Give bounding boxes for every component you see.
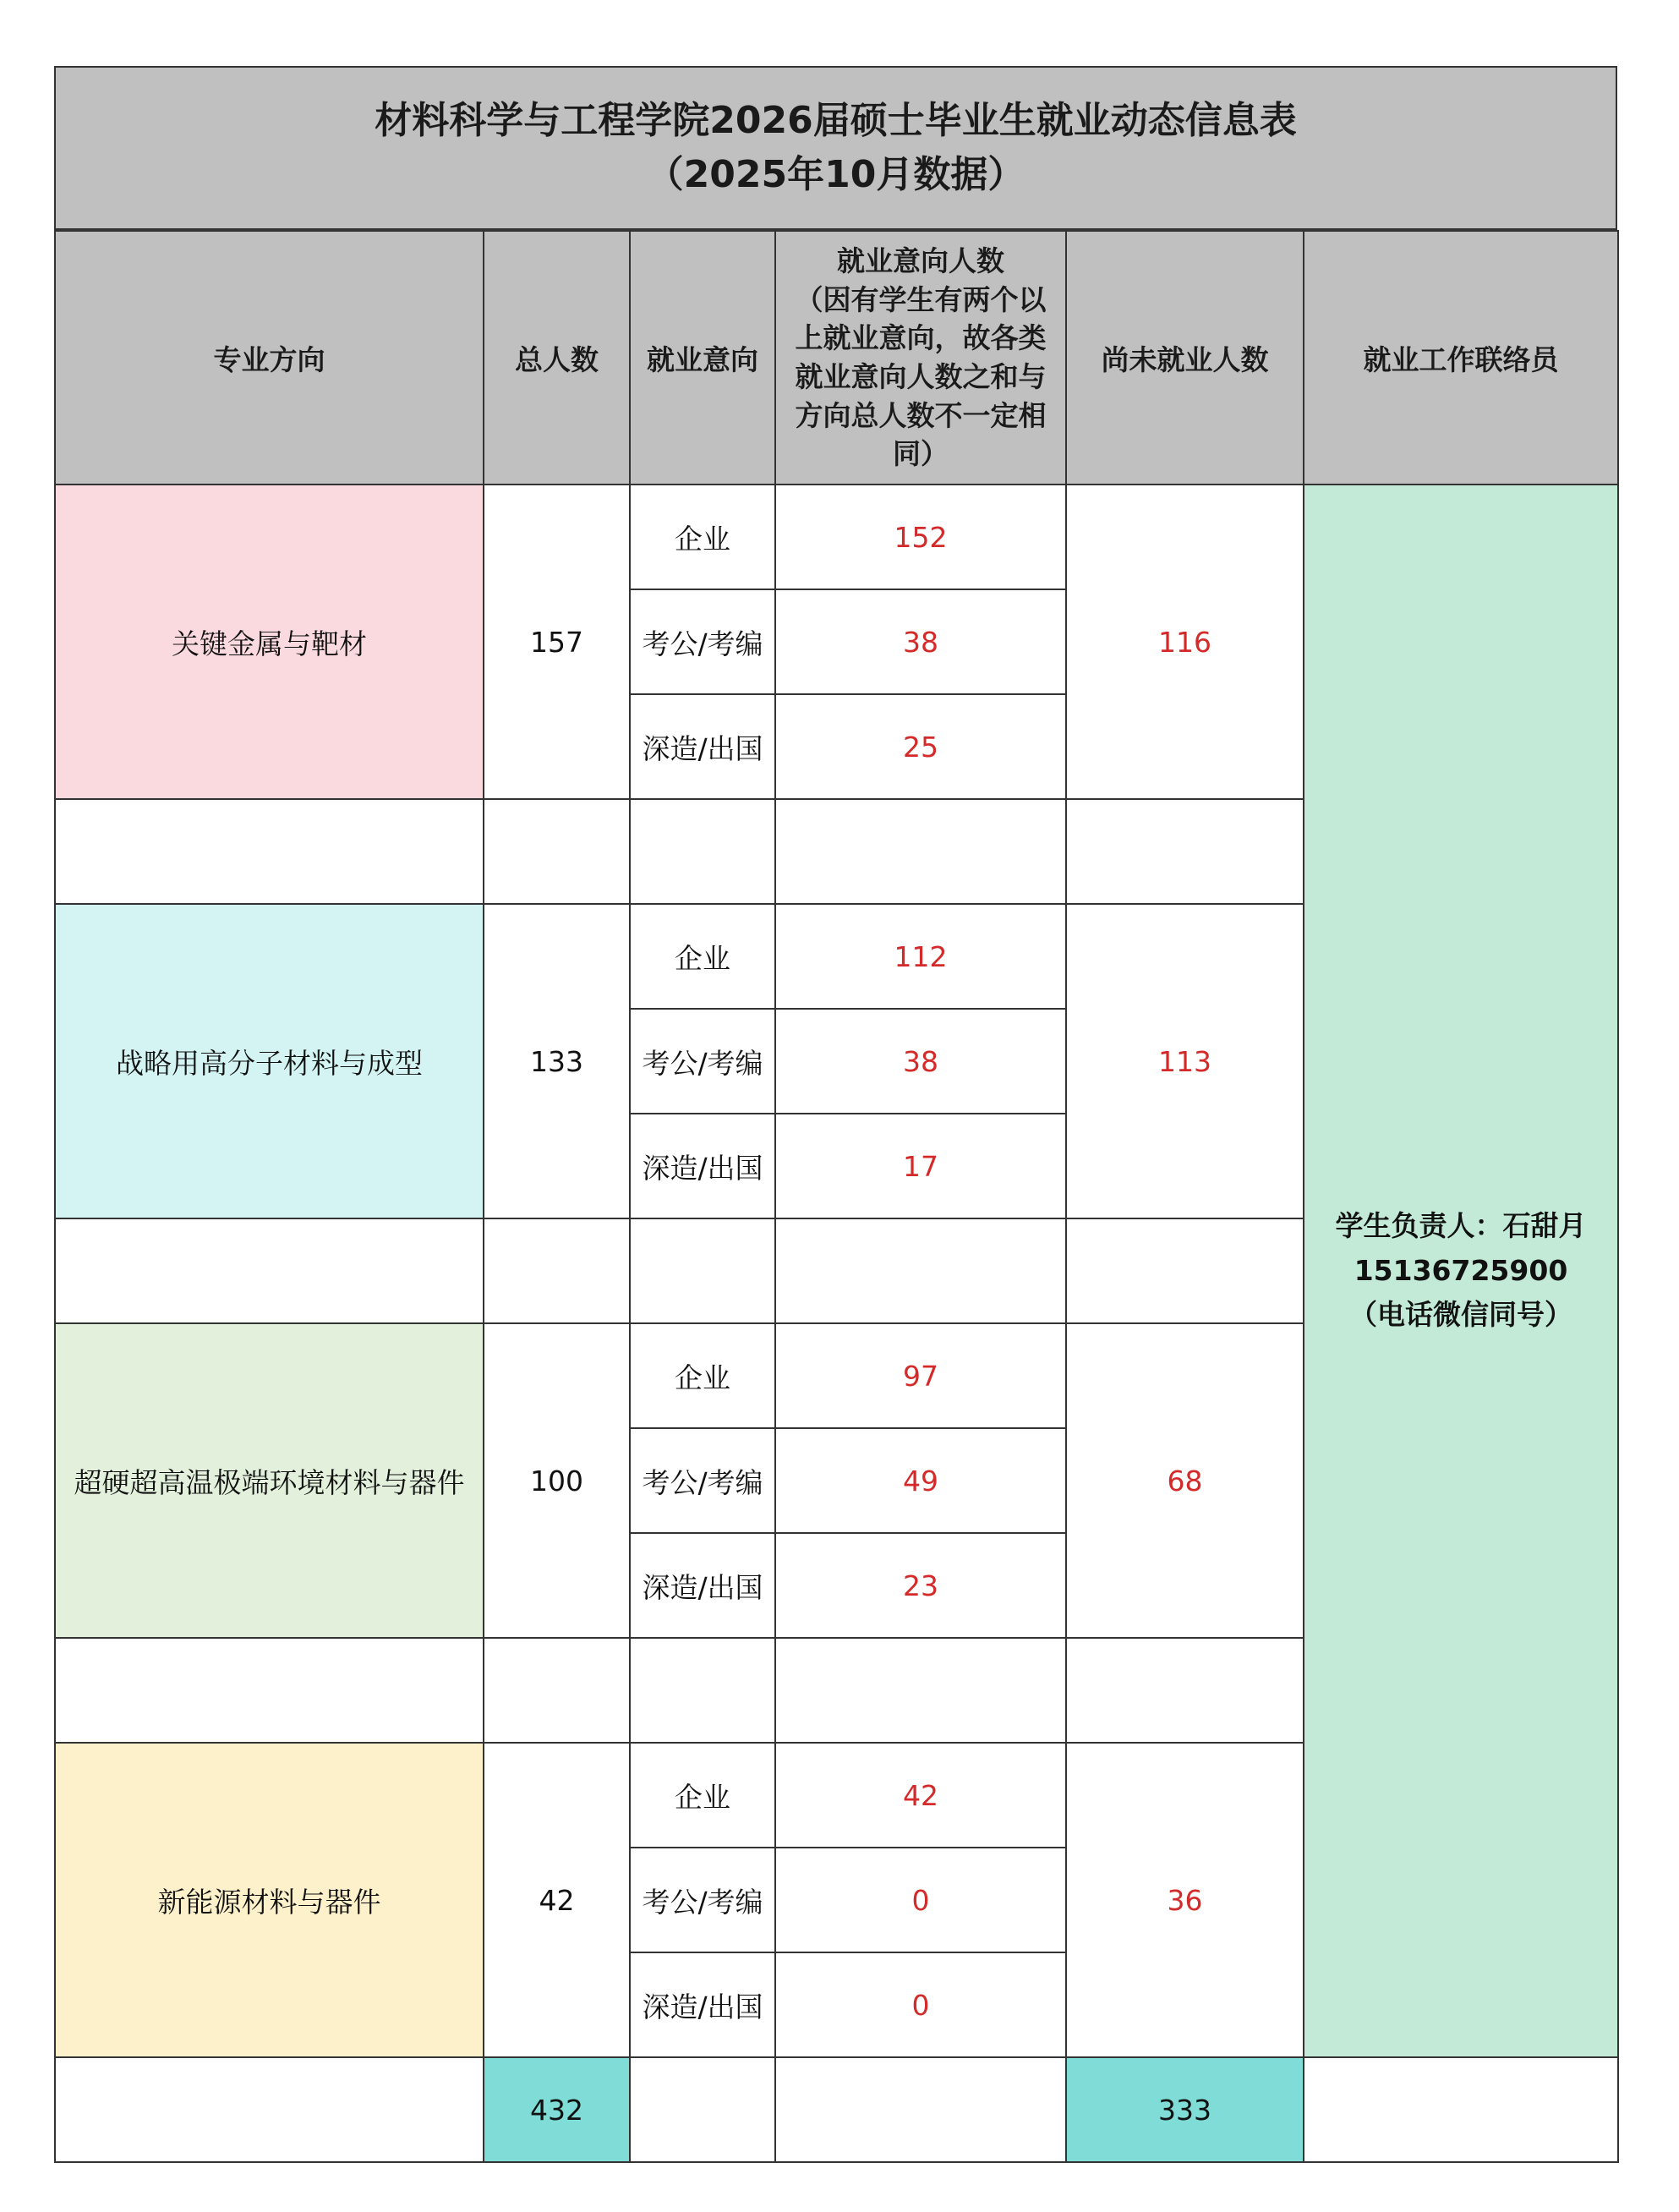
header-direction: 专业方向 <box>55 231 484 485</box>
empty-cell <box>630 1638 775 1743</box>
empty-cell <box>484 1218 630 1323</box>
empty-cell <box>484 1638 630 1743</box>
contact-cell <box>1304 485 1618 2057</box>
intention-cell: 考公/考编 <box>630 589 775 694</box>
title-line-1: 材料科学与工程学院2026届硕士毕业生就业动态信息表 <box>375 99 1297 143</box>
intention-cell: 考公/考编 <box>630 1848 775 1952</box>
header-intention-count-line: 同） <box>893 437 949 471</box>
grand-total-cell: 432 <box>484 2057 630 2162</box>
intention-count-cell: 42 <box>775 1743 1066 1848</box>
group-direction-cell: 战略用高分子材料与成型 <box>55 904 484 1218</box>
group-total-cell: 42 <box>484 1743 630 2057</box>
header-intention-count-line: 方向总人数不一定相 <box>795 398 1047 432</box>
header-total: 总人数 <box>484 231 630 485</box>
group-total-cell: 157 <box>484 485 630 799</box>
intention-cell: 企业 <box>630 485 775 589</box>
intention-cell: 考公/考编 <box>630 1428 775 1533</box>
group-direction-cell: 新能源材料与器件 <box>55 1743 484 2057</box>
intention-cell: 深造/出国 <box>630 1114 775 1218</box>
empty-cell <box>55 2057 484 2162</box>
employment-table <box>54 230 1619 2163</box>
sheet-title <box>54 66 1617 230</box>
title-line-2: （2025年10月数据） <box>646 153 1025 196</box>
header-intention-count <box>775 231 1066 485</box>
header-intention-count-line: 就业意向人数之和与 <box>795 360 1047 393</box>
header-row <box>55 231 1618 485</box>
intention-count-cell: 152 <box>775 485 1066 589</box>
header-contact: 就业工作联络员 <box>1304 231 1618 485</box>
empty-cell <box>775 2057 1066 2162</box>
group-unemployed-cell: 113 <box>1066 904 1304 1218</box>
empty-cell <box>775 1218 1066 1323</box>
empty-cell <box>630 799 775 904</box>
header-intention: 就业意向 <box>630 231 775 485</box>
group-unemployed-cell: 68 <box>1066 1323 1304 1638</box>
intention-count-cell: 25 <box>775 694 1066 799</box>
intention-count-cell: 97 <box>775 1323 1066 1428</box>
intention-cell: 企业 <box>630 1743 775 1848</box>
empty-cell <box>484 799 630 904</box>
empty-cell <box>55 1638 484 1743</box>
group-total-cell: 133 <box>484 904 630 1218</box>
contact-person: 学生负责人：石甜月 <box>1335 1208 1587 1242</box>
empty-cell <box>55 799 484 904</box>
group-direction-cell: 关键金属与靶材 <box>55 485 484 799</box>
empty-cell <box>775 799 1066 904</box>
contact-phone: 15136725900 <box>1354 1253 1568 1287</box>
empty-cell <box>630 1218 775 1323</box>
header-intention-count-line: （因有学生有两个以 <box>795 282 1047 316</box>
intention-cell: 考公/考编 <box>630 1009 775 1114</box>
group-total-cell: 100 <box>484 1323 630 1638</box>
empty-cell <box>775 1638 1066 1743</box>
empty-cell <box>1304 2057 1618 2162</box>
grand-unemployed-cell: 333 <box>1066 2057 1304 2162</box>
intention-count-cell: 23 <box>775 1533 1066 1638</box>
intention-count-cell: 38 <box>775 589 1066 694</box>
intention-cell: 深造/出国 <box>630 1952 775 2057</box>
header-unemployed: 尚未就业人数 <box>1066 231 1304 485</box>
totals-row <box>55 2057 1618 2162</box>
empty-cell <box>1066 1638 1304 1743</box>
intention-count-cell: 112 <box>775 904 1066 1009</box>
table-row <box>55 485 1618 589</box>
intention-cell: 深造/出国 <box>630 1533 775 1638</box>
intention-count-cell: 0 <box>775 1848 1066 1952</box>
empty-cell <box>55 1218 484 1323</box>
intention-cell: 深造/出国 <box>630 694 775 799</box>
intention-cell: 企业 <box>630 904 775 1009</box>
header-intention-count-line: 就业意向人数 <box>837 244 1004 278</box>
empty-cell <box>1066 799 1304 904</box>
intention-count-cell: 49 <box>775 1428 1066 1533</box>
intention-count-cell: 38 <box>775 1009 1066 1114</box>
empty-cell <box>630 2057 775 2162</box>
intention-cell: 企业 <box>630 1323 775 1428</box>
contact-note: （电话微信同号） <box>1349 1298 1572 1332</box>
group-unemployed-cell: 116 <box>1066 485 1304 799</box>
header-intention-count-line: 上就业意向，故各类 <box>795 321 1047 355</box>
group-unemployed-cell: 36 <box>1066 1743 1304 2057</box>
intention-count-cell: 17 <box>775 1114 1066 1218</box>
empty-cell <box>1066 1218 1304 1323</box>
intention-count-cell: 0 <box>775 1952 1066 2057</box>
group-direction-cell: 超硬超高温极端环境材料与器件 <box>55 1323 484 1638</box>
